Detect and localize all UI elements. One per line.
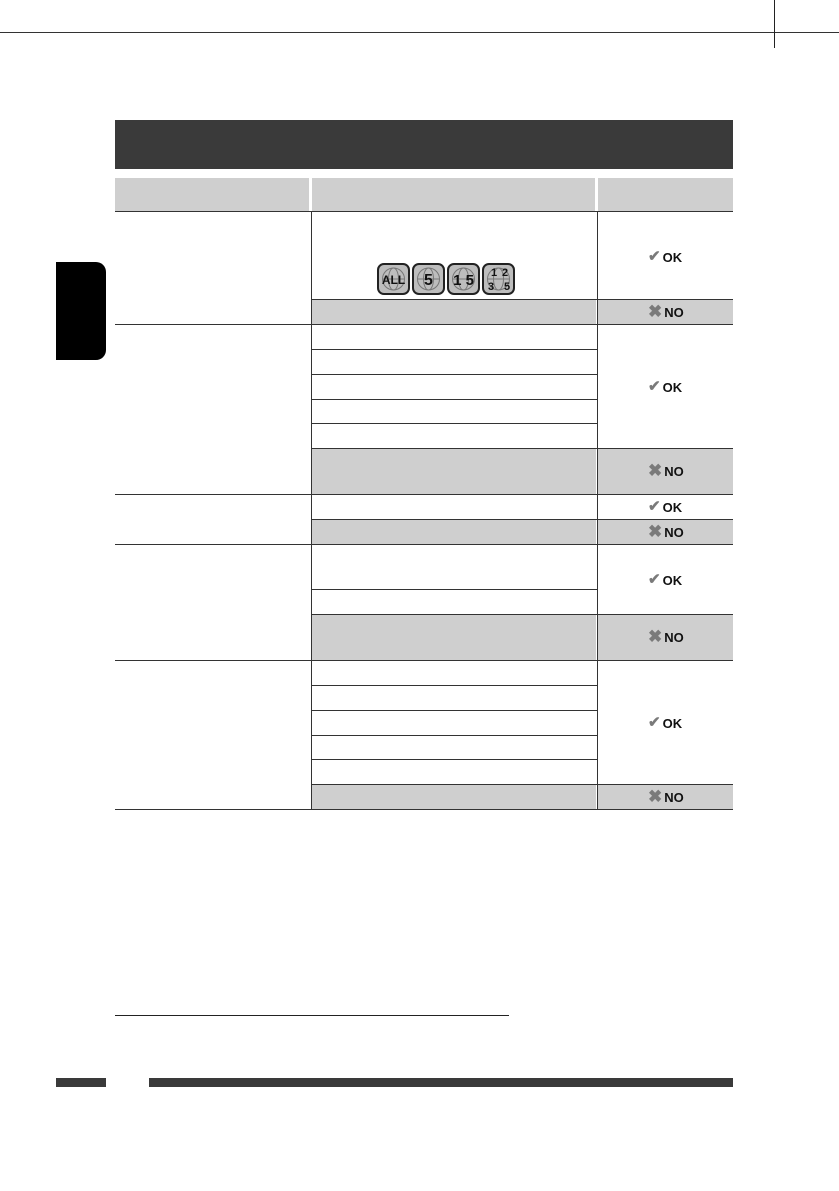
playable-no-badge bbox=[648, 461, 684, 480]
column-divider bbox=[311, 211, 312, 809]
cross-icon: ✖ bbox=[648, 302, 663, 321]
column-header-playable bbox=[598, 178, 733, 211]
table-row-border bbox=[312, 784, 733, 785]
table-row-border bbox=[312, 374, 597, 375]
playable-no-badge bbox=[648, 627, 684, 646]
region-label-5: 5 bbox=[504, 281, 511, 293]
playable-no-badge bbox=[648, 787, 684, 806]
result-label: NO bbox=[664, 304, 684, 320]
result-label: OK bbox=[662, 499, 683, 515]
table-row-border bbox=[115, 324, 733, 325]
crop-mark bbox=[774, 0, 775, 48]
table-cell-no-format bbox=[312, 614, 596, 660]
playable-ok-badge bbox=[648, 573, 682, 587]
region-1-2-3-5-icon bbox=[483, 264, 514, 294]
region-label-3: 3 bbox=[488, 281, 495, 293]
region-all-icon bbox=[378, 264, 409, 294]
column-divider bbox=[597, 211, 598, 809]
playable-ok-badge bbox=[648, 716, 682, 730]
region-code-icons bbox=[377, 262, 517, 296]
result-label: NO bbox=[664, 524, 684, 540]
cross-icon: ✖ bbox=[648, 627, 663, 646]
table-row-border bbox=[312, 299, 733, 300]
playable-no-badge bbox=[648, 522, 684, 541]
table-row-border bbox=[312, 399, 597, 400]
result-label: NO bbox=[664, 629, 684, 645]
result-label: OK bbox=[662, 715, 683, 731]
check-icon: ✔ bbox=[648, 498, 661, 515]
result-label: OK bbox=[662, 379, 683, 395]
result-label: NO bbox=[664, 463, 684, 479]
check-icon: ✔ bbox=[648, 248, 661, 265]
table-row-border bbox=[115, 660, 733, 661]
playable-ok-badge bbox=[648, 500, 682, 514]
table-row-border bbox=[312, 589, 597, 590]
check-icon: ✔ bbox=[648, 571, 661, 588]
result-label: OK bbox=[662, 572, 683, 588]
region-5-icon bbox=[413, 264, 444, 294]
table-cell-no-format bbox=[312, 519, 596, 544]
table-row-border bbox=[312, 349, 597, 350]
playable-ok-badge bbox=[648, 250, 682, 264]
region-1-5-icon bbox=[448, 264, 479, 294]
table-row-border bbox=[115, 544, 733, 545]
top-crop-rule bbox=[0, 32, 839, 33]
column-header-format bbox=[312, 178, 595, 211]
table-row-border bbox=[312, 448, 733, 449]
result-label: NO bbox=[664, 789, 684, 805]
table-row-border bbox=[115, 211, 733, 212]
check-icon: ✔ bbox=[648, 378, 661, 395]
playable-ok-badge bbox=[648, 380, 682, 394]
table-row-border bbox=[312, 519, 733, 520]
footer-page-number-bar bbox=[56, 1078, 106, 1087]
region-label-2: 2 bbox=[502, 267, 509, 279]
table-row-border bbox=[115, 809, 733, 810]
table-cell-no-format bbox=[312, 784, 596, 809]
cross-icon: ✖ bbox=[648, 461, 663, 480]
region-all-label: ALL bbox=[381, 273, 406, 287]
check-icon: ✔ bbox=[648, 714, 661, 731]
table-row-border bbox=[312, 735, 597, 736]
column-header-disc bbox=[115, 178, 309, 211]
table-row-border bbox=[115, 494, 733, 495]
footer-bar bbox=[149, 1078, 733, 1087]
playable-no-badge bbox=[648, 302, 684, 321]
table-row-border bbox=[312, 423, 597, 424]
cross-icon: ✖ bbox=[648, 787, 663, 806]
table-row-border bbox=[312, 710, 597, 711]
result-label: OK bbox=[662, 249, 683, 265]
region-5-label: 5 bbox=[424, 272, 433, 289]
footnote-separator bbox=[115, 1015, 509, 1016]
region-label-1: 1 bbox=[491, 267, 498, 279]
table-row-border bbox=[312, 759, 597, 760]
table-cell-no-format bbox=[312, 448, 596, 494]
table-cell-no-format bbox=[312, 299, 596, 324]
table-row-border bbox=[312, 685, 597, 686]
cross-icon: ✖ bbox=[648, 522, 663, 541]
table-title-bar bbox=[115, 120, 733, 169]
region-1-5-label: 1 5 bbox=[453, 272, 474, 289]
language-side-tab bbox=[56, 262, 106, 360]
table-row-border bbox=[312, 614, 733, 615]
